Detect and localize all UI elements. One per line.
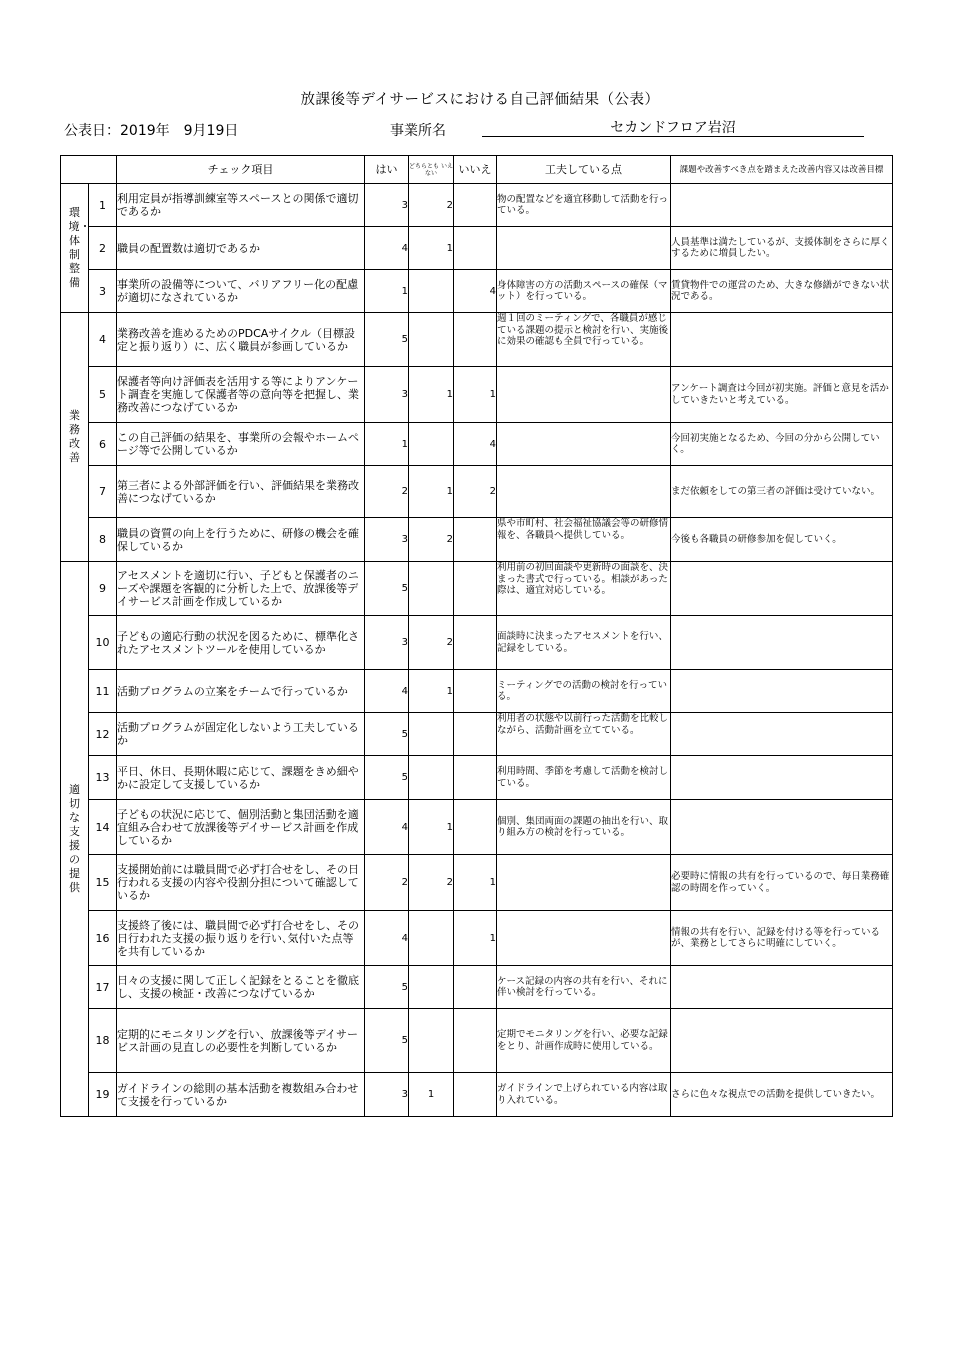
table-row	[61, 966, 893, 1009]
row-number: 1	[89, 184, 117, 227]
table-row	[61, 756, 893, 800]
yes-count: 5	[365, 1009, 409, 1073]
issue-text: さらに色々な視点での活動を提供していきたい。	[671, 1073, 893, 1117]
issue-text	[671, 670, 893, 713]
yes-count: 2	[365, 855, 409, 911]
yes-count: 2	[365, 466, 409, 518]
row-number: 15	[89, 855, 117, 911]
check-item: 業務改善を進めるためのPDCAサイクル（目標設定と振り返り）に、広く職員が参画しているか	[117, 313, 365, 367]
row-number: 10	[89, 616, 117, 670]
table-row	[61, 616, 893, 670]
no-count	[454, 1009, 497, 1073]
neither-count: 1	[409, 670, 454, 713]
effort-text	[497, 855, 671, 911]
no-count	[454, 800, 497, 855]
neither-count: 2	[409, 616, 454, 670]
table-row	[61, 911, 893, 966]
check-item: アセスメントを適切に行い、子どもと保護者のニーズや課題を客観的に分析した上で、放課後等デイサービス計画を作成しているか	[117, 562, 365, 616]
row-number: 16	[89, 911, 117, 966]
table-row	[61, 270, 893, 313]
check-item: この自己評価の結果を、事業所の会報やホームページ等で公開しているか	[117, 423, 365, 466]
effort-text	[497, 911, 671, 966]
effort-text: 物の配置などを適宜移動して活動を行っている。	[497, 184, 671, 227]
check-item: 平日、休日、長期休暇に応じて、課題をきめ細やかに設定して支援しているか	[117, 756, 365, 800]
publish-date: 公表日：2019年 9月19日	[64, 123, 239, 139]
table-row	[61, 1073, 893, 1117]
check-item: 定期的にモニタリングを行い、放課後等デイサービス計画の見直しの必要性を判断しているか	[117, 1009, 365, 1073]
issue-text	[671, 713, 893, 756]
yes-count: 1	[365, 270, 409, 313]
neither-count	[409, 713, 454, 756]
row-number: 14	[89, 800, 117, 855]
neither-count: 1	[409, 800, 454, 855]
yes-count: 4	[365, 911, 409, 966]
issue-text: まだ依頼をしての第三者の評価は受けていない。	[671, 466, 893, 518]
table-row	[61, 518, 893, 562]
issue-text: 今後も各職員の研修参加を促していく。	[671, 518, 893, 562]
effort-text	[497, 367, 671, 423]
row-number: 12	[89, 713, 117, 756]
no-count	[454, 1073, 497, 1117]
yes-count: 4	[365, 670, 409, 713]
no-count	[454, 966, 497, 1009]
effort-text: 個別、集団両面の課題の抽出を行い、取り組み方の検討を行っている。	[497, 800, 671, 855]
evaluation-table	[60, 155, 893, 1117]
check-item: 利用定員が指導訓練室等スペースとの関係で適切であるか	[117, 184, 365, 227]
check-item: 活動プログラムの立案をチームで行っているか	[117, 670, 365, 713]
yes-count: 5	[365, 562, 409, 616]
row-number: 6	[89, 423, 117, 466]
issue-text: 人員基準は満たしているが、支援体制をさらに厚くするために増員したい。	[671, 227, 893, 270]
neither-count	[409, 966, 454, 1009]
row-number: 5	[89, 367, 117, 423]
issue-text	[671, 616, 893, 670]
table-row	[61, 670, 893, 713]
header-yes: はい	[365, 156, 409, 184]
no-count	[454, 184, 497, 227]
table-row	[61, 313, 893, 367]
no-count: 1	[454, 911, 497, 966]
no-count: 1	[454, 855, 497, 911]
row-number: 11	[89, 670, 117, 713]
office-name: セカンドフロア岩沼	[482, 120, 864, 137]
check-item: ガイドラインの総則の基本活動を複数組み合わせて支援を行っているか	[117, 1073, 365, 1117]
yes-count: 3	[365, 184, 409, 227]
no-count	[454, 670, 497, 713]
header-check-item: チェック項目	[117, 156, 365, 184]
effort-text: 県や市町村、社会福祉協議会等の研修情報を、各職員へ提供している。	[497, 518, 671, 562]
table-row	[61, 1009, 893, 1073]
check-item: 子どもの状況に応じて、個別活動と集団活動を適宜組み合わせて放課後等デイサービス計画を作成しているか	[117, 800, 365, 855]
yes-count: 4	[365, 227, 409, 270]
header-issues: 課題や改善すべき点を踏まえた改善内容又は改善目標	[671, 156, 893, 184]
effort-text: 利用時間、季節を考慮して活動を検討している。	[497, 756, 671, 800]
table-row	[61, 562, 893, 616]
row-number: 4	[89, 313, 117, 367]
check-item: 職員の資質の向上を行うために、研修の機会を確保しているか	[117, 518, 365, 562]
effort-text: 利用者の状態や以前行った活動を比較しながら、活動計画を立てている。	[497, 713, 671, 756]
header-blank	[61, 156, 117, 184]
neither-count: 1	[409, 466, 454, 518]
yes-count: 5	[365, 313, 409, 367]
yes-count: 3	[365, 518, 409, 562]
table-row	[61, 466, 893, 518]
row-number: 18	[89, 1009, 117, 1073]
neither-count	[409, 756, 454, 800]
yes-count: 5	[365, 756, 409, 800]
row-number: 8	[89, 518, 117, 562]
effort-text: 身体障害の方の活動スペースの確保（マット）を行っている。	[497, 270, 671, 313]
issue-text	[671, 800, 893, 855]
table-row	[61, 367, 893, 423]
neither-count: 1	[409, 227, 454, 270]
yes-count: 5	[365, 966, 409, 1009]
neither-count: 2	[409, 518, 454, 562]
category-environment: 環境・体制整備	[61, 184, 89, 313]
check-item: 支援開始前には職員間で必ず打合せをし、その日行われる支援の内容や役割分担について確認しているか	[117, 855, 365, 911]
table-row	[61, 713, 893, 756]
yes-count: 3	[365, 1073, 409, 1117]
table-row	[61, 800, 893, 855]
neither-count: 2	[409, 855, 454, 911]
issue-text: 今回初実施となるため、今回の分から公開していく。	[671, 423, 893, 466]
row-number: 2	[89, 227, 117, 270]
issue-text: アンケート調査は今回が初実施。評価と意見を活かしていきたいと考えている。	[671, 367, 893, 423]
issue-text	[671, 313, 893, 367]
check-item: 子どもの適応行動の状況を図るために、標準化されたアセスメントツールを使用しているか	[117, 616, 365, 670]
category-improvement: 業務改善	[61, 313, 89, 562]
effort-text	[497, 227, 671, 270]
header-no: いいえ	[454, 156, 497, 184]
yes-count: 4	[365, 800, 409, 855]
row-number: 17	[89, 966, 117, 1009]
table-row	[61, 184, 893, 227]
table-row	[61, 423, 893, 466]
neither-count	[409, 423, 454, 466]
check-item: 職員の配置数は適切であるか	[117, 227, 365, 270]
effort-text: 週１回のミーティングで、各職員が感じている課題の提示と検討を行い、実施後に効果の確認も全員で行っている。	[497, 313, 671, 367]
row-number: 19	[89, 1073, 117, 1117]
row-number: 13	[89, 756, 117, 800]
check-item: 支援終了後には、職員間で必ず打合せをし、その日行われた支援の振り返りを行い､気付いた点等を共有しているか	[117, 911, 365, 966]
no-count	[454, 562, 497, 616]
neither-count	[409, 911, 454, 966]
effort-text	[497, 423, 671, 466]
office-label: 事業所名	[390, 123, 446, 139]
table-row	[61, 227, 893, 270]
issue-text	[671, 966, 893, 1009]
issue-text: 情報の共有を行い、記録を付ける等を行っているが、業務としてさらに明確にしていく。	[671, 911, 893, 966]
effort-text: ミーティングでの活動の検討を行っている。	[497, 670, 671, 713]
issue-text	[671, 184, 893, 227]
check-item: 活動プログラムが固定化しないよう工夫しているか	[117, 713, 365, 756]
category-support: 適切な支援の提供	[61, 562, 89, 1117]
neither-count: 2	[409, 184, 454, 227]
yes-count: 1	[365, 423, 409, 466]
check-item: 第三者による外部評価を行い、評価結果を業務改善につなげているか	[117, 466, 365, 518]
issue-text	[671, 1009, 893, 1073]
check-item: 事業所の設備等について、バリアフリー化の配慮が適切になされているか	[117, 270, 365, 313]
no-count: 4	[454, 270, 497, 313]
issue-text: 必要時に情報の共有を行っているので、毎日業務確認の時間を作っていく。	[671, 855, 893, 911]
page-title: 放課後等デイサービスにおける自己評価結果（公表）	[300, 92, 660, 108]
neither-count	[409, 313, 454, 367]
table-row	[61, 855, 893, 911]
effort-text: ガイドラインで上げられている内容は取り入れている。	[497, 1073, 671, 1117]
no-count	[454, 313, 497, 367]
neither-count	[409, 270, 454, 313]
yes-count: 5	[365, 713, 409, 756]
yes-count: 3	[365, 616, 409, 670]
row-number: 7	[89, 466, 117, 518]
header-neither: どちらとも いえない	[409, 156, 454, 184]
row-number: 9	[89, 562, 117, 616]
no-count	[454, 616, 497, 670]
issue-text	[671, 756, 893, 800]
row-number: 3	[89, 270, 117, 313]
effort-text: 面談時に決まったアセスメントを行い、記録をしている。	[497, 616, 671, 670]
no-count	[454, 756, 497, 800]
no-count: 4	[454, 423, 497, 466]
check-item: 日々の支援に関して正しく記録をとることを徹底し、支援の検証・改善につなげているか	[117, 966, 365, 1009]
issue-text: 賃貸物件での運営のため、大きな修繕ができない状況である。	[671, 270, 893, 313]
no-count	[454, 227, 497, 270]
header-efforts: 工夫している点	[497, 156, 671, 184]
effort-text: ケース記録の内容の共有を行い、それに伴い検討を行っている。	[497, 966, 671, 1009]
neither-count: 1	[409, 367, 454, 423]
neither-count	[409, 562, 454, 616]
no-count: 2	[454, 466, 497, 518]
effort-text: 利用前の初回面談や更新時の面談を、決まった書式で行っている。相談があった際は、適宜対応している。	[497, 562, 671, 616]
no-count	[454, 518, 497, 562]
no-count	[454, 713, 497, 756]
issue-text	[671, 562, 893, 616]
effort-text	[497, 466, 671, 518]
yes-count: 3	[365, 367, 409, 423]
no-count: 1	[454, 367, 497, 423]
neither-count: 1	[409, 1073, 454, 1117]
neither-count	[409, 1009, 454, 1073]
check-item: 保護者等向け評価表を活用する等によりアンケート調査を実施して保護者等の意向等を把握し、業務改善につなげているか	[117, 367, 365, 423]
effort-text: 定期でモニタリングを行い、必要な記録をとり、計画作成時に使用している。	[497, 1009, 671, 1073]
